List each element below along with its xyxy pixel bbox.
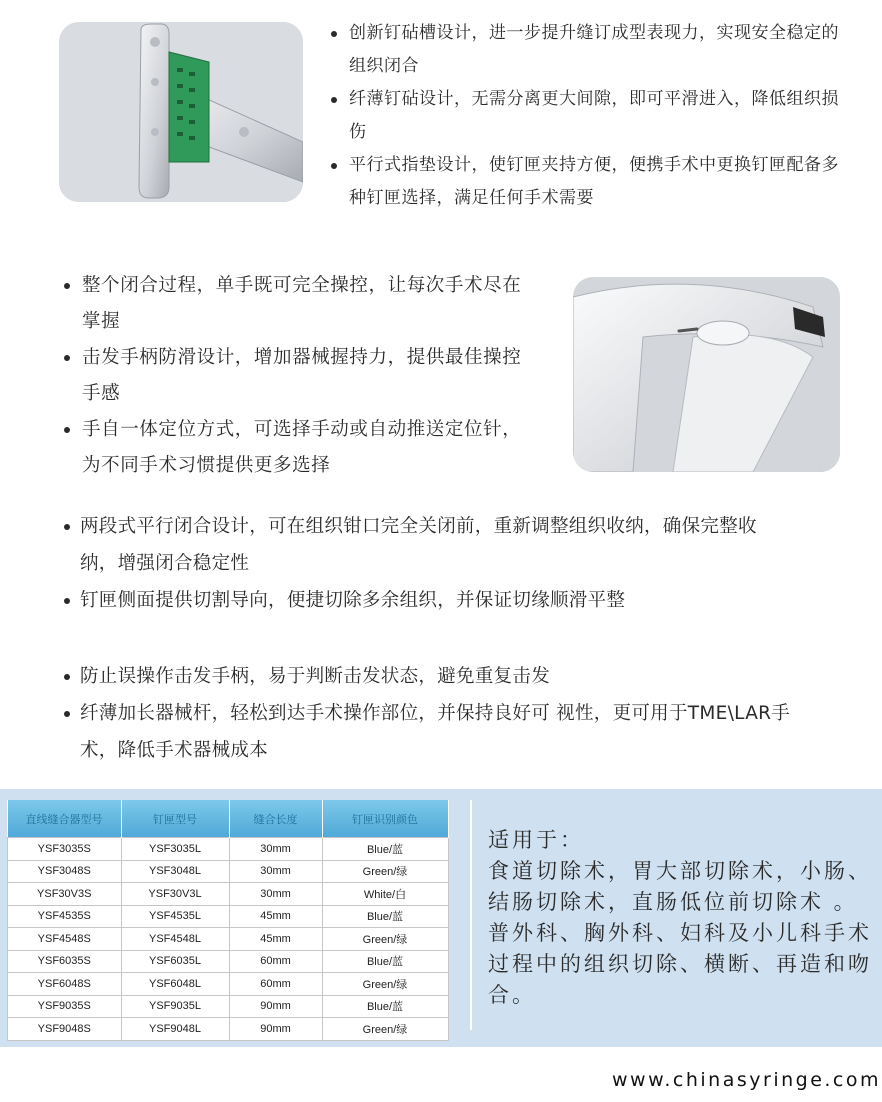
table-cell: YSF4535L bbox=[121, 905, 229, 928]
applications-body: 食道切除术，胃大部切除术，小肠、结肠切除术，直肠低位前切除术 。普外科、胸外科、妇科及小儿科手术过程中的组织切除、横断、再造和吻合。 bbox=[488, 859, 872, 1007]
table-cell: YSF6035L bbox=[121, 950, 229, 973]
table-cell: YSF4535S bbox=[8, 905, 122, 928]
table-cell: 45mm bbox=[229, 905, 322, 928]
features-top-list bbox=[327, 17, 847, 215]
feature-item: 创新钉砧槽设计，进一步提升缝订成型表现力，实现安全稳定的组织闭合 bbox=[327, 17, 847, 83]
feature-item: 纤薄钉砧设计，无需分离更大间隙，即可平滑进入，降低组织损伤 bbox=[327, 83, 847, 149]
feature-item: 手自一体定位方式，可选择手动或自动推送定位针，为不同手术习惯提供更多选择 bbox=[60, 412, 540, 484]
table-cell: YSF6048L bbox=[121, 973, 229, 996]
table-cell: Green/绿 bbox=[322, 860, 448, 883]
table-cell: YSF4548L bbox=[121, 928, 229, 951]
table-row bbox=[8, 928, 449, 951]
table-cell: 30mm bbox=[229, 883, 322, 906]
section-divider bbox=[470, 800, 472, 1030]
table-cell: Blue/蓝 bbox=[322, 838, 448, 861]
table-cell: YSF3048L bbox=[121, 860, 229, 883]
table-cell: YSF30V3S bbox=[8, 883, 122, 906]
table-cell: Blue/蓝 bbox=[322, 905, 448, 928]
feature-item: 整个闭合过程，单手既可完全操控，让每次手术尽在掌握 bbox=[60, 268, 540, 340]
table-cell: Blue/蓝 bbox=[322, 995, 448, 1018]
table-cell: 45mm bbox=[229, 928, 322, 951]
feature-item: 钉匣侧面提供切割导向，便捷切除多余组织，并保证切缘顺滑平整 bbox=[64, 582, 794, 619]
table-row bbox=[8, 905, 449, 928]
table-cell: YSF9048S bbox=[8, 1018, 122, 1041]
feature-item: 防止误操作击发手柄，易于判断击发状态，避免重复击发 bbox=[64, 658, 824, 695]
stapler-handle-illustration bbox=[573, 277, 840, 472]
table-cell: 30mm bbox=[229, 838, 322, 861]
table-cell: YSF4548S bbox=[8, 928, 122, 951]
features-firing-list bbox=[64, 658, 824, 769]
features-middle-list bbox=[60, 268, 540, 484]
table-cell: YSF6048S bbox=[8, 973, 122, 996]
table-cell: 60mm bbox=[229, 973, 322, 996]
table-row bbox=[8, 995, 449, 1018]
table-row bbox=[8, 860, 449, 883]
table-cell: Blue/蓝 bbox=[322, 950, 448, 973]
feature-item: 两段式平行闭合设计，可在组织钳口完全关闭前，重新调整组织收纳，确保完整收纳，增强闭合稳定性 bbox=[64, 508, 794, 582]
table-cell: YSF3048S bbox=[8, 860, 122, 883]
spec-table bbox=[7, 800, 449, 1041]
table-cell: White/白 bbox=[322, 883, 448, 906]
table-cell: YSF9048L bbox=[121, 1018, 229, 1041]
table-row bbox=[8, 838, 449, 861]
table-row bbox=[8, 883, 449, 906]
spec-header-cell: 直线缝合器型号 bbox=[8, 800, 122, 838]
feature-item: 击发手柄防滑设计，增加器械握持力，提供最佳操控手感 bbox=[60, 340, 540, 412]
spec-header-cell: 钉匣型号 bbox=[121, 800, 229, 838]
table-cell: 60mm bbox=[229, 950, 322, 973]
table-cell: 30mm bbox=[229, 860, 322, 883]
table-row bbox=[8, 1018, 449, 1041]
feature-item: 纤薄加长器械杆，轻松到达手术操作部位，并保持良好可 视性，更可用于TME\LAR手术，降低手术器械成本 bbox=[64, 695, 824, 769]
website-url[interactable]: www.chinasyringe.com bbox=[612, 1069, 882, 1091]
features-closure-list bbox=[64, 508, 794, 619]
table-cell: 90mm bbox=[229, 995, 322, 1018]
stapler-jaw-photo bbox=[59, 22, 303, 202]
table-cell: YSF30V3L bbox=[121, 883, 229, 906]
applications-title: 适用于： bbox=[488, 828, 584, 852]
table-cell: YSF3035S bbox=[8, 838, 122, 861]
table-cell: Green/绿 bbox=[322, 928, 448, 951]
spec-header-cell: 钉匣识别颜色 bbox=[322, 800, 448, 838]
table-cell: YSF6035S bbox=[8, 950, 122, 973]
feature-item: 平行式指垫设计，使钉匣夹持方便，便携手术中更换钉匣配备多种钉匣选择，满足任何手术需要 bbox=[327, 149, 847, 215]
table-row bbox=[8, 973, 449, 996]
spec-table-header-row bbox=[8, 800, 449, 838]
stapler-handle-photo bbox=[573, 277, 840, 472]
stapler-jaw-illustration bbox=[59, 22, 303, 202]
table-row bbox=[8, 950, 449, 973]
table-cell: Green/绿 bbox=[322, 973, 448, 996]
table-cell: Green/绿 bbox=[322, 1018, 448, 1041]
table-cell: YSF9035S bbox=[8, 995, 122, 1018]
spec-header-cell: 缝合长度 bbox=[229, 800, 322, 838]
table-cell: YSF3035L bbox=[121, 838, 229, 861]
table-cell: YSF9035L bbox=[121, 995, 229, 1018]
table-cell: 90mm bbox=[229, 1018, 322, 1041]
